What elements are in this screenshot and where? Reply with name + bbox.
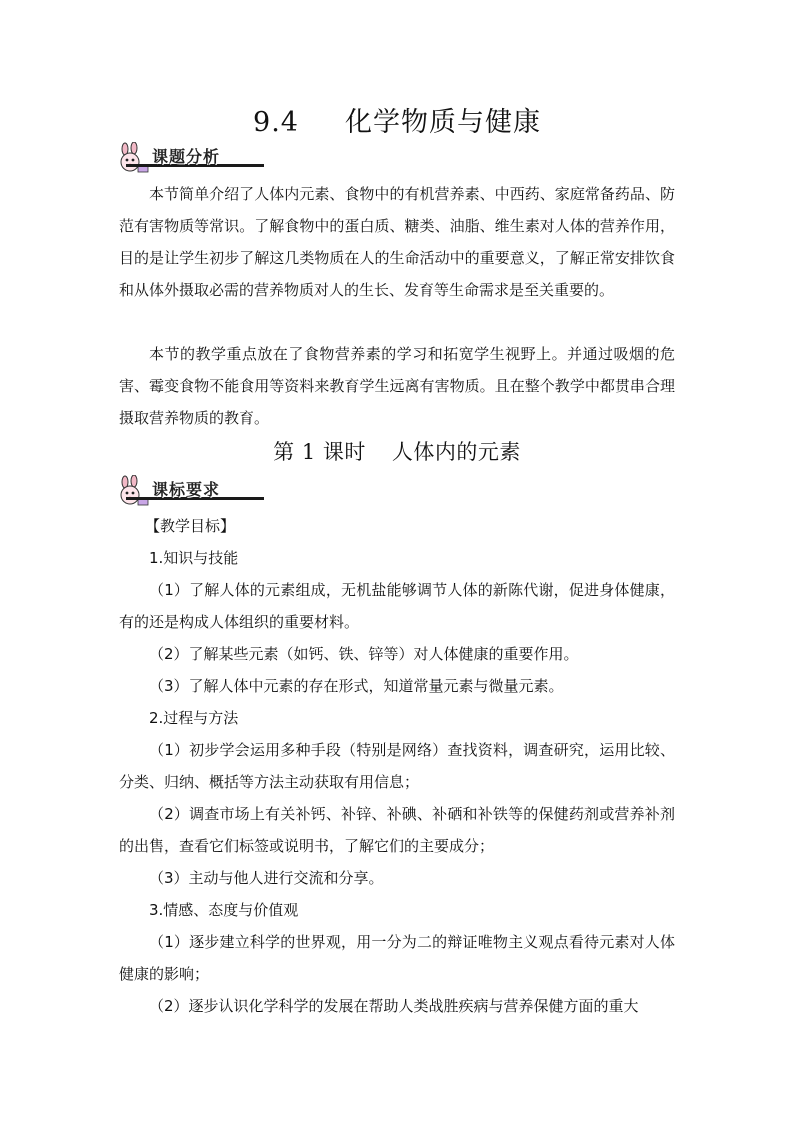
lesson-title [0,100,794,139]
objective-item: （3）主动与他人进行交流和分享。 [149,869,384,887]
objective-heading-3: 3.情感、态度与价值观 [149,901,299,919]
objective-heading-1: 1.知识与技能 [149,549,239,567]
analysis-paragraph-1: 本节简单介绍了人体内元素、食物中的有机营养素、中西药、家庭常备药品、防范有害物质等常识。了解食物中的蛋白质、糖类、油脂、维生素对人体的营养作用，目的是让学生初步了解这几类物质在人的生命活动中的重要意义，了解正常安排饮食和从体外摄取必需的营养物质对人的生长、发育等生命需求是至关重要的。 [119,185,675,299]
objective-item: （1）初步学会运用多种手段（特别是网络）查找资料，调查研究，运用比较、分类、归纳、概括等方法主动获取有用信息； [119,741,675,791]
mascot-icon [116,475,156,511]
section-label: 课题分析 [152,147,221,166]
mascot-icon [116,142,156,178]
section-banner-analysis [116,142,266,178]
section-label: 课标要求 [152,480,221,499]
analysis-paragraph-2: 本节的教学重点放在了食物营养素的学习和拓宽学生视野上。并通过吸烟的危害、霉变食物不能食用等资料来教育学生远离有害物质。且在整个教学中都贯串合理摄取营养物质的教育。 [119,345,675,427]
section-banner-standards [116,475,266,511]
period-title-text: 人体内的元素 [391,440,521,464]
objectives-heading: 【教学目标】 [145,517,236,535]
period-label: 第 1 课时 [273,440,366,464]
objective-item: （1）逐步建立科学的世界观，用一分为二的辩证唯物主义观点看待元素对人体健康的影响； [119,933,675,983]
period-title [0,436,794,466]
objective-item: （2）了解某些元素（如钙、铁、锌等）对人体健康的重要作用。 [149,645,579,663]
lesson-title-text: 化学物质与健康 [344,107,541,138]
objective-item: （1）了解人体的元素组成，无机盐能够调节人体的新陈代谢，促进身体健康，有的还是构成人体组织的重要材料。 [119,581,675,631]
objective-item: （2）调查市场上有关补钙、补锌、补碘、补硒和补铁等的保健药剂或营养补剂的出售，查看它们标签或说明书，了解它们的主要成分； [119,805,675,855]
objective-item: （2）逐步认识化学科学的发展在帮助人类战胜疾病与营养保健方面的重大 [149,997,639,1015]
objective-heading-2: 2.过程与方法 [149,709,239,727]
lesson-number: 9.4 [253,107,299,138]
objective-item: （3）了解人体中元素的存在形式，知道常量元素与微量元素。 [149,677,564,695]
